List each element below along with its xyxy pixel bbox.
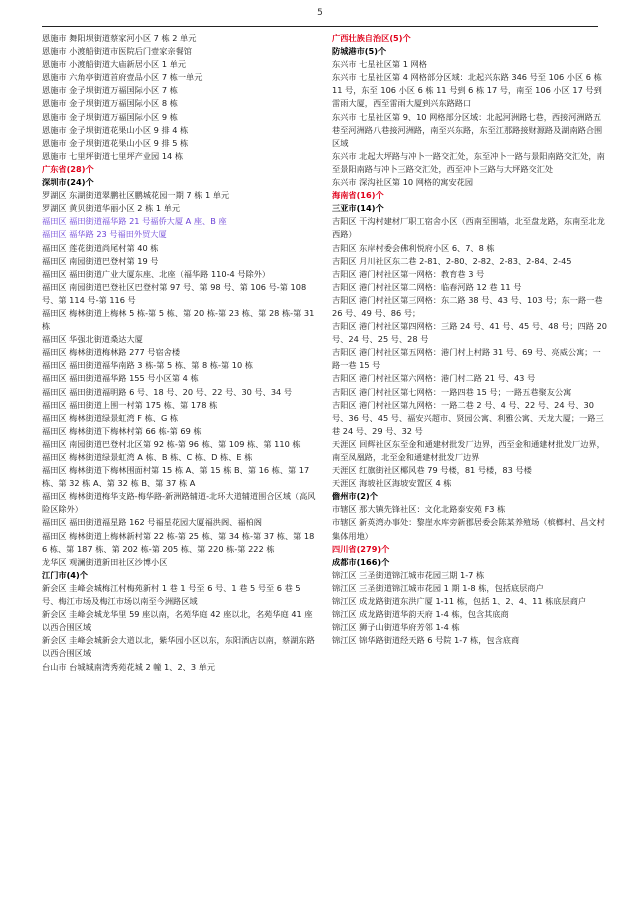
address-entry: 龙华区 观澜街道新田社区沙博小区 [42,556,168,567]
address-entry: 锦江区 狮子山街道华府芳邻 1-4 栋 [332,622,460,633]
address-entry: 福田区 福田街道福星路 162 号福星花园大厦福洪阁、福柏阁 [42,517,262,528]
city-heading: 三亚市(14)个 [332,203,384,214]
address-entry: 台山市 台城城南湾秀苑花城 2 幢 1、2、3 单元 [42,661,216,672]
address-entry: 天涯区 红旗街社区椰风巷 79 号楼，81 号楼，83 号楼 [332,465,532,476]
right-column [332,32,608,647]
address-entry: 新会区 圭峰会城梅江村梅苑新村 1 巷 1 号至 6 号、1 巷 5 号至 6 巷 5 号、梅江市场及梅江市场以南至今洲路区域 [42,582,301,607]
address-entry: 福田区 莲花街道尚尾村第 40 栋 [42,242,159,253]
address-entry: 吉阳区 港门村社区第五网格：港门村上村路 31 号、69 号、亮威公寓；一路一巷 15 号 [332,347,601,371]
address-entry: 福田区 福田街道广业大厦东座、北座（福华路 110-4 号除外） [42,268,271,279]
address-entry: 吉阳区 港门村社区第二网格：临春河路 12 巷 11 号 [332,281,522,292]
address-entry: 福田区 福田街道福华路 21 号福侨大厦 A 座、B 座 [42,216,227,227]
address-entry: 福田区 梅林街道梅林路 277 号宿舍楼 [42,347,181,358]
address-entry: 福田区 梅林街道上梅林新村第 22 栋-第 25 栋、第 34 栋-第 37 栋、第 186 栋、第 187 栋、第 202 栋-第 205 栋、第 220 栋-第 222 栋 [42,530,315,554]
left-column [42,32,318,674]
address-entry: 福田区 梅林街道上梅林 5 栋-第 5 栋、第 20 栋-第 23 栋、第 28 栋-第 31 栋 [42,307,315,332]
city-heading: 深圳市(24)个 [42,177,94,188]
address-entry: 吉阳区 港门村社区第一网格：教育巷 3 号 [332,268,485,279]
address-entry: 锦江区 锦华路街道经天路 6 号院 1-7 栋，包含底商 [332,635,520,646]
address-entry: 锦江区 三圣街道锦江城市花园 1 期 1-8 栋，包括底层商户 [332,582,544,593]
address-entry: 恩施市 小渡船街道市医院后门壹家亲餐馆 [42,46,192,57]
address-entry: 东兴市 七星社区第 1 网格 [332,59,427,70]
address-entry: 市辖区 新英湾办事处：黎崖水库旁新郡居委会陈某养殖场（槟榔村、昌文村集体用地） [332,517,605,541]
address-entry: 吉阳区 干沟村建材厂职工宿舍小区（西南至围墙，北至盘龙路，东南至北龙西路） [332,216,605,240]
address-entry: 福田区 梅林街道绿景虹湾 F 栋、G 栋 [42,412,179,423]
address-entry: 天涯区 海坡社区海坡安置区 4 栋 [332,478,452,489]
address-entry: 吉阳区 港门村社区第九网格：一路二巷 2 号、4 号、22 号、24 号、30 号、36 号、45 号、福安兴超市、贤园公寓、利雅公寓、天龙大厦；一路三巷 24 号、29 号、32 号 [332,399,604,436]
address-entry: 吉阳区 港门村社区第四网格：三路 24 号、41 号、45 号、48 号；四路 20 号、24 号、25 号、28 号 [332,321,607,345]
header-rule [42,26,598,27]
address-entry: 东兴市 北起大坪路与冲卜一路交汇处，东至冲卜一路与景阳南路交汇处，南至景阳南路与冲卜三路交汇处，西至冲卜三路与大坪路交汇处 [332,150,605,174]
address-entry: 吉阳区 港门村社区第六网格：港门村二路 21 号、43 号 [332,373,536,384]
address-entry: 福田区 福田街道福华路 155 号小区第 4 栋 [42,373,199,384]
address-entry: 锦江区 成龙路街道东洪广厦 1-11 栋，包括 1、2、4、11 栋底层商户 [332,596,587,607]
address-entry: 福田区 南园街道巴登村第 19 号 [42,255,159,266]
address-entry: 吉阳区 港门村社区第七网格：一路四巷 15 号；一路五巷聚友公寓 [332,386,572,397]
address-entry: 福田区 南园街道巴登村北区第 92 栋-第 96 栋、第 109 栋、第 110 栋 [42,438,301,449]
address-entry: 罗湖区 黄贝街道华丽小区 2 栋 1 单元 [42,203,181,214]
address-entry: 恩施市 金子坝街道万福国际小区 7 栋 [42,85,178,96]
address-entry: 恩施市 舞阳坝街道蔡家河小区 7 栋 2 单元 [42,33,197,43]
address-entry: 罗湖区 东湖街道翠鹏社区鹏城花园一期 7 栋 1 单元 [42,190,230,201]
address-entry: 东兴市 深沟社区第 10 网格的寓安花园 [332,177,474,188]
address-entry: 吉阳区 东岸村委会佛利悦府小区 6、7、8 栋 [332,242,495,253]
address-entry: 福田区 梅林街道绿景虹湾 A 栋、B 栋、C 栋、D 栋、E 栋 [42,452,253,462]
address-entry: 福田区 华强北街道桑达大厦 [42,334,143,345]
address-entry: 锦江区 成龙路街道华韵天府 1-4 栋，包含其底商 [332,609,509,620]
city-heading: 儋州市(2)个 [332,491,378,502]
address-entry: 恩施市 金子坝街道花果山小区 9 排 4 栋 [42,124,189,135]
address-entry: 福田区 福田街道福明路 6 号、18 号、20 号、22 号、30 号、34 号 [42,386,293,397]
address-entry: 恩施市 金子坝街道万福国际小区 8 栋 [42,98,178,109]
address-entry: 市辖区 那大镇先锋社区：文化北路泰安苑 F3 栋 [332,504,506,515]
province-heading: 四川省(279)个 [332,543,390,554]
address-entry: 恩施市 小渡船街道大庙新居小区 1 单元 [42,59,187,70]
address-entry: 吉阳区 港门村社区第三网格：东二路 38 号、43 号、103 号；东一路一巷 26 号、49 号、86 号； [332,294,603,318]
address-entry: 吉阳区 月川社区东二巷 2-81、2-80、2-82、2-83、2-84、2-45 [332,255,572,266]
address-entry: 福田区 福田街道福华南路 3 栋-第 5 栋、第 8 栋-第 10 栋 [42,360,253,371]
address-entry: 恩施市 金子坝街道万福国际小区 9 栋 [42,111,178,122]
address-entry: 恩施市 六角亭街道首府壹品小区 7 栋一单元 [42,72,203,83]
address-entry: 福田区 梅林街道梅华支路-梅华路-新洲路辅道-北环大道辅道围合区域（高风险区除外） [42,491,316,515]
address-entry: 东兴市 七星社区第 9、10 网格部分区域：北起河洲路七巷，西接河洲路五巷至河洲路八巷接河洲路，南至兴东路，东至江那路接财源路及湖南路合围区域 [332,111,603,148]
city-heading: 成都市(166)个 [332,556,390,567]
address-entry: 福田区 南园街道巴登社区巴登村第 97 号、第 98 号、第 106 号-第 108 号、第 114 号-第 116 号 [42,281,307,305]
page-number: 5 [317,8,323,18]
address-entry: 福田区 梅林街道下梅林村第 66 栋-第 69 栋 [42,425,202,436]
address-entry: 福田区 福华路 23 号福田外贸大厦 [42,229,167,240]
province-heading: 广东省(28)个 [42,163,94,174]
address-entry: 恩施市 七里坪街道七里坪产业园 14 栋 [42,150,184,161]
city-heading: 防城港市(5)个 [332,46,387,57]
address-entry: 天涯区 回辉社区东至金和通建材批发厂边界，西至金和通建材批发厂边界，南至凤凰路，北至金和通建材批发厂边界 [332,438,605,462]
address-entry: 福田区 福田街道上围一村第 175 栋、第 178 栋 [42,399,218,410]
address-entry: 东兴市 七星社区第 4 网格部分区域：北起兴东路 346 号至 106 小区 6 栋 11 号，东至 106 小区 6 栋 11 号到 6 栋 17 号，南至 106 小区 17 号到雷雨大厦，西至雷雨大厦到兴东路路口 [332,72,602,109]
province-heading: 海南省(16)个 [332,190,384,201]
city-heading: 江门市(4)个 [42,569,88,580]
address-entry: 锦江区 三圣街道锦江城市花园三期 1-7 栋 [332,569,485,580]
address-entry: 新会区 圭峰会城龙华里 59 座以南，名苑华庭 42 座以北，名苑华庭 41 座以西合围区域 [42,609,313,633]
address-entry: 新会区 圭峰会城新会大道以北，紫华园小区以东，东阳酒店以南，蔡湖东路以西合围区域 [42,635,315,659]
address-entry: 恩施市 金子坝街道花果山小区 9 排 5 栋 [42,137,189,148]
province-heading: 广西壮族自治区(5)个 [332,33,411,43]
address-entry: 福田区 梅林街道下梅林围面村第 15 栋 A、第 15 栋 B、第 16 栋、第 17 栋、第 32 栋 A、第 32 栋 B、第 37 栋 A [42,465,310,489]
